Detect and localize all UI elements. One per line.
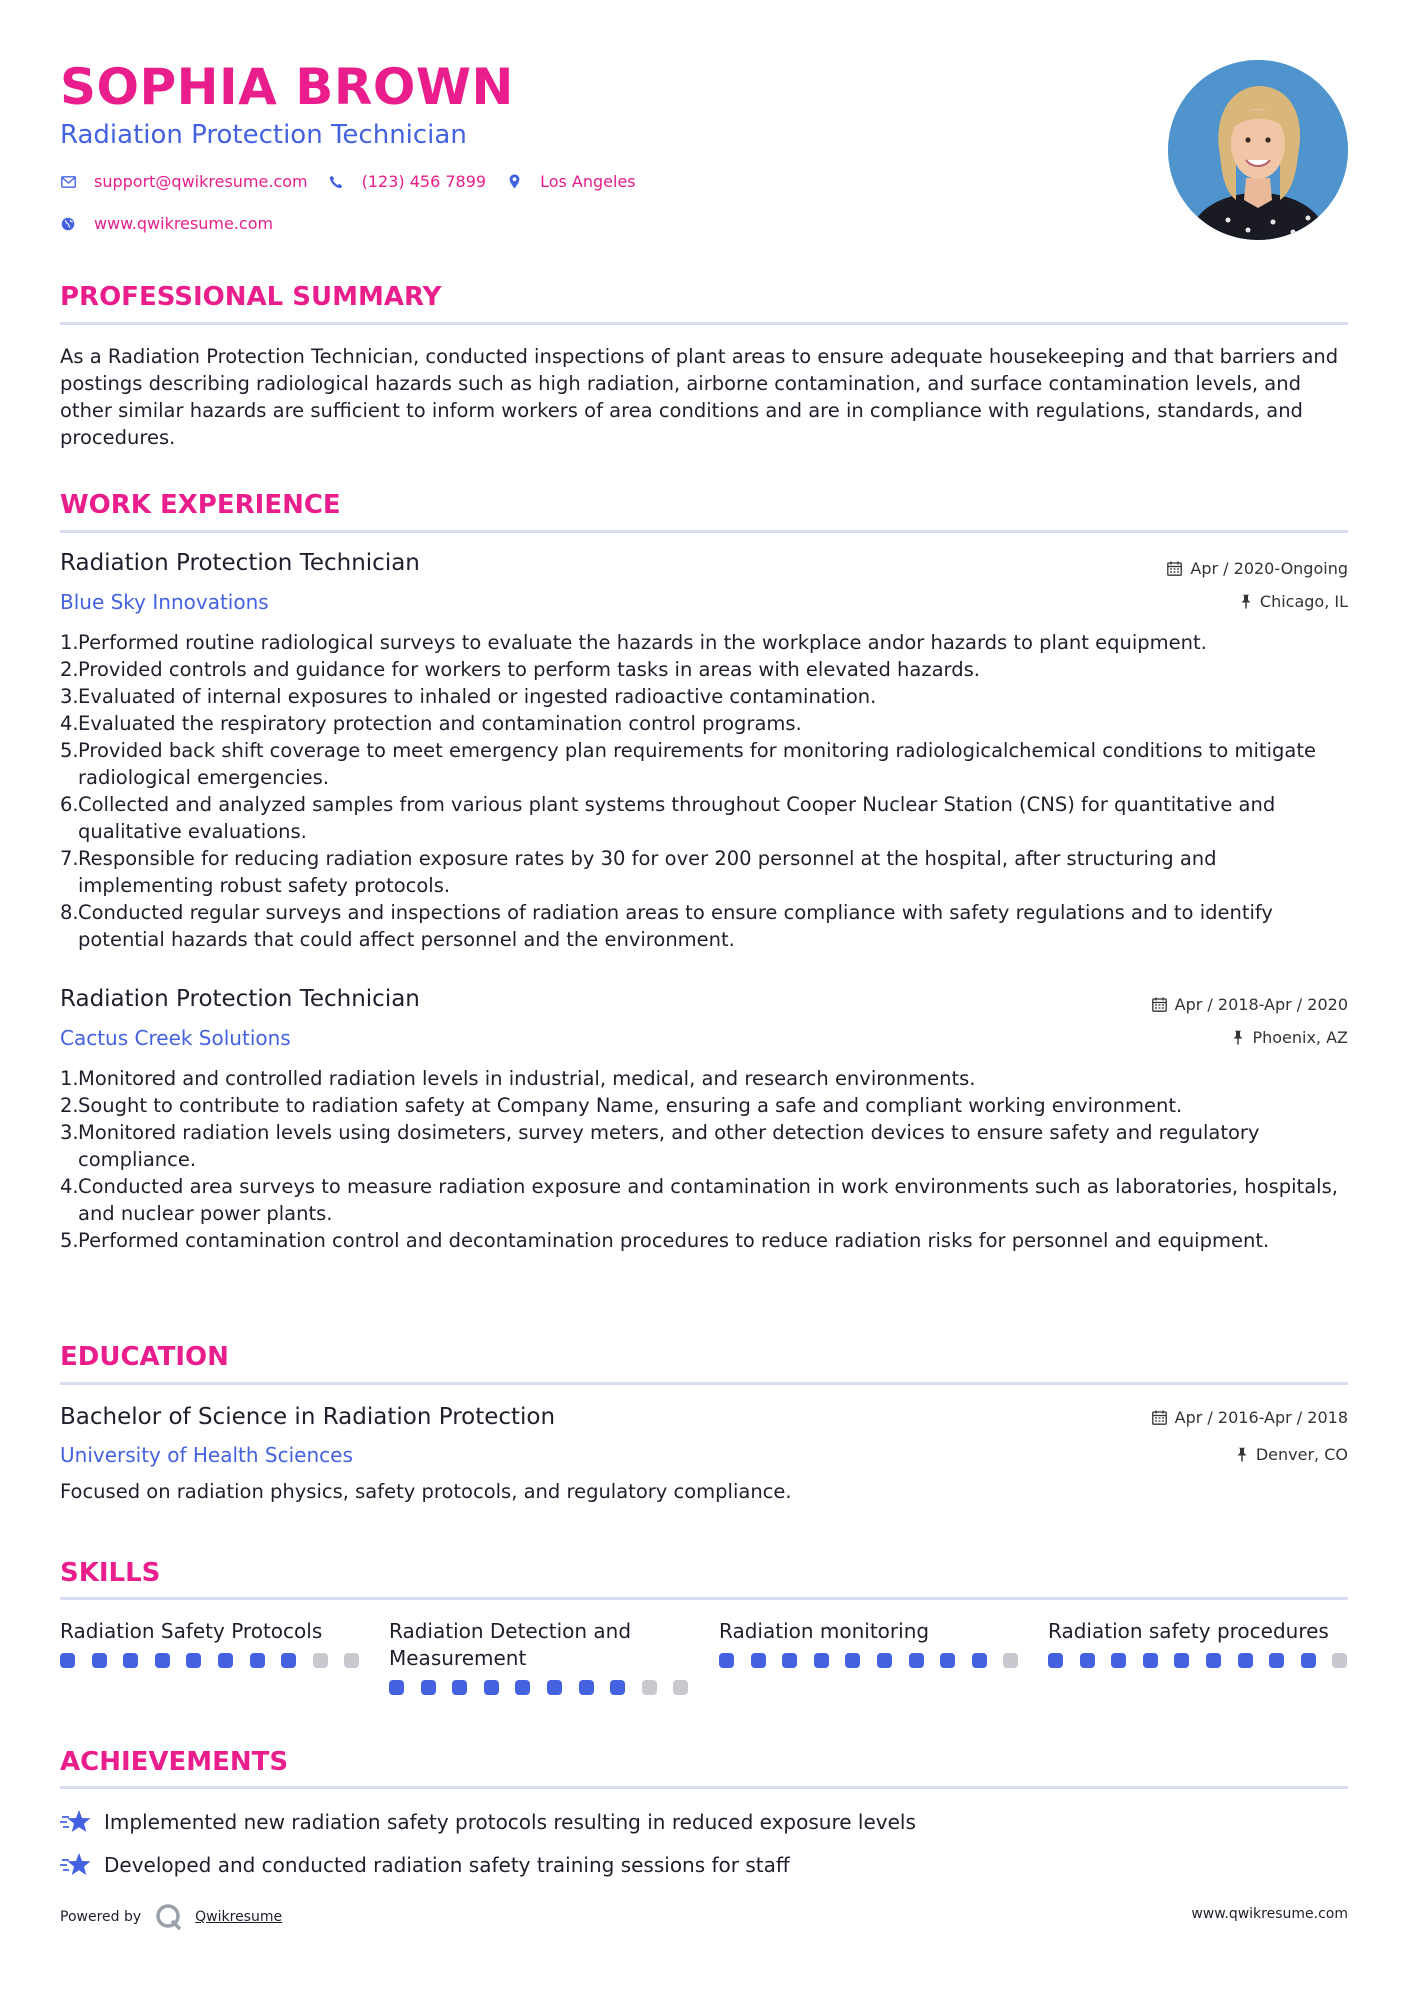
job-company: Blue Sky Innovations bbox=[60, 590, 269, 614]
bullet-item bbox=[60, 1119, 1350, 1173]
skill-dot bbox=[92, 1653, 107, 1668]
education-dates: Apr / 2016-Apr / 2018 bbox=[1152, 1408, 1348, 1427]
skill-dot bbox=[845, 1653, 860, 1668]
section-divider bbox=[60, 1786, 1348, 1789]
skill-dot bbox=[719, 1653, 734, 1668]
bullet-text: Collected and analyzed samples from various plant systems throughout Cooper Nuclear Station (CNS) for quantitative and qualitative evaluations. bbox=[78, 793, 1276, 843]
footer-powered-by bbox=[60, 1903, 282, 1931]
job-bullets bbox=[60, 1065, 1350, 1254]
summary-text: As a Radiation Protection Technician, conducted inspections of plant areas to ensure adequate housekeeping and that barriers and postings describing radiological hazards such as high radiation, airborne contamination, and surface contamination levels, and other similar hazards are sufficient to inform workers of area conditions and are in compliance with regulations, standards, and procedures. bbox=[60, 345, 1339, 449]
skill-dot bbox=[610, 1680, 625, 1695]
bullet-item bbox=[60, 1092, 1350, 1119]
bullet-text: Sought to contribute to radiation safety at Company Name, ensuring a safe and compliant working environment. bbox=[78, 1094, 1183, 1117]
bullet-text: Conducted area surveys to measure radiation exposure and contamination in work environments such as laboratories, hospitals, and nuclear power plants. bbox=[78, 1175, 1338, 1225]
bullet-number: 2. bbox=[60, 1094, 79, 1117]
skill-dot bbox=[1080, 1653, 1095, 1668]
skill-dot bbox=[1238, 1653, 1253, 1668]
bullet-text: Monitored radiation levels using dosimeters, survey meters, and other detection devices to ensure safety and regulatory compliance. bbox=[78, 1121, 1260, 1171]
skill-dot bbox=[155, 1653, 170, 1668]
bullet-number: 7. bbox=[60, 847, 79, 870]
bullet-text: Provided controls and guidance for workers to perform tasks in areas with elevated hazards. bbox=[78, 658, 980, 681]
skill-dot bbox=[1174, 1653, 1189, 1668]
bullet-item bbox=[60, 710, 1350, 737]
section-divider bbox=[60, 530, 1348, 533]
skill-dot bbox=[782, 1653, 797, 1668]
skill-dot bbox=[313, 1653, 328, 1668]
section-title-education: EDUCATION bbox=[60, 1342, 229, 1372]
skill-name: Radiation Safety Protocols bbox=[60, 1619, 323, 1643]
achievement-text: Implemented new radiation safety protocols resulting in reduced exposure levels bbox=[104, 1810, 916, 1834]
skill-name: Radiation monitoring bbox=[719, 1619, 930, 1643]
globe-icon bbox=[60, 216, 76, 232]
bullet-number: 8. bbox=[60, 901, 79, 924]
bullet-text: Performed contamination control and decontamination procedures to reduce radiation risks for personnel and equipment. bbox=[78, 1229, 1270, 1252]
skill-dot bbox=[1003, 1653, 1018, 1668]
job-role: Radiation Protection Technician bbox=[60, 986, 420, 1012]
skill-dot bbox=[60, 1653, 75, 1668]
bullet-number: 1. bbox=[60, 631, 79, 654]
contact-email[interactable]: support@qwikresume.com bbox=[94, 172, 308, 191]
job-location: Chicago, IL bbox=[1240, 592, 1348, 611]
skill-dot bbox=[1048, 1653, 1063, 1668]
skill-dot bbox=[1143, 1653, 1158, 1668]
education-location: Denver, CO bbox=[1236, 1445, 1348, 1464]
skill-dot bbox=[1111, 1653, 1126, 1668]
skill-dot bbox=[344, 1653, 359, 1668]
star-icon bbox=[60, 1808, 92, 1836]
bullet-number: 3. bbox=[60, 685, 79, 708]
skill-dot bbox=[751, 1653, 766, 1668]
bullet-item bbox=[60, 845, 1350, 899]
bullet-number: 2. bbox=[60, 658, 79, 681]
job-company: Cactus Creek Solutions bbox=[60, 1026, 291, 1050]
footer-site[interactable]: www.qwikresume.com bbox=[1191, 1906, 1348, 1922]
footer-brand-link[interactable]: Qwikresume bbox=[195, 1909, 283, 1925]
section-divider bbox=[60, 1382, 1348, 1385]
bullet-text: Conducted regular surveys and inspections of radiation areas to ensure compliance with safety regulations and to identify potential hazards that could affect personnel and the environment. bbox=[78, 901, 1273, 951]
calendar-icon bbox=[1152, 1410, 1167, 1425]
education-description: Focused on radiation physics, safety protocols, and regulatory compliance. bbox=[60, 1480, 792, 1503]
profile-photo bbox=[1168, 60, 1348, 240]
bullet-number: 1. bbox=[60, 1067, 79, 1090]
skill-dot bbox=[1206, 1653, 1221, 1668]
skill-dot bbox=[814, 1653, 829, 1668]
bullet-item bbox=[60, 1065, 1350, 1092]
skill-dot bbox=[547, 1680, 562, 1695]
job-role: Radiation Protection Technician bbox=[60, 550, 420, 576]
bullet-item bbox=[60, 629, 1350, 656]
skill-rating bbox=[719, 1653, 1035, 1668]
candidate-title: Radiation Protection Technician bbox=[60, 120, 467, 150]
bullet-text: Monitored and controlled radiation levels in industrial, medical, and research environments. bbox=[78, 1067, 976, 1090]
bullet-number: 5. bbox=[60, 1229, 79, 1252]
envelope-icon bbox=[60, 174, 76, 190]
section-divider bbox=[60, 1597, 1348, 1600]
pushpin-icon bbox=[1232, 1030, 1244, 1045]
skill-dot bbox=[281, 1653, 296, 1668]
skill-item bbox=[60, 1618, 376, 1668]
powered-by-label: Powered by bbox=[60, 1909, 142, 1925]
skill-dot bbox=[389, 1680, 404, 1695]
skill-dot bbox=[642, 1680, 657, 1695]
bullet-number: 4. bbox=[60, 1175, 79, 1198]
skill-rating bbox=[389, 1680, 705, 1695]
skill-dot bbox=[579, 1680, 594, 1695]
job-dates: Apr / 2018-Apr / 2020 bbox=[1152, 995, 1348, 1014]
skill-dot bbox=[940, 1653, 955, 1668]
skill-dot bbox=[909, 1653, 924, 1668]
achievement-text: Developed and conducted radiation safety training sessions for staff bbox=[104, 1853, 790, 1877]
bullet-item bbox=[60, 737, 1350, 791]
bullet-text: Responsible for reducing radiation exposure rates by 30 for over 200 personnel at the hospital, after structuring and implementing robust safety protocols. bbox=[78, 847, 1217, 897]
skill-dot bbox=[452, 1680, 467, 1695]
skill-dot bbox=[1301, 1653, 1316, 1668]
pushpin-icon bbox=[1240, 594, 1252, 609]
skill-dot bbox=[1332, 1653, 1347, 1668]
calendar-icon bbox=[1167, 561, 1182, 576]
skill-name: Radiation Detection and Measurement bbox=[389, 1619, 632, 1670]
contact-row-primary bbox=[60, 172, 656, 191]
bullet-number: 4. bbox=[60, 712, 79, 735]
bullet-number: 6. bbox=[60, 793, 79, 816]
skill-item bbox=[1048, 1618, 1364, 1668]
bullet-item bbox=[60, 791, 1350, 845]
skill-dot bbox=[421, 1680, 436, 1695]
achievement-item bbox=[60, 1851, 790, 1879]
achievement-item bbox=[60, 1808, 916, 1836]
skill-item bbox=[719, 1618, 1035, 1668]
education-school: University of Health Sciences bbox=[60, 1443, 353, 1467]
candidate-name: SOPHIA BROWN bbox=[60, 58, 514, 116]
section-title-skills: SKILLS bbox=[60, 1558, 161, 1588]
contact-website[interactable]: www.qwikresume.com bbox=[94, 214, 274, 233]
bullet-item bbox=[60, 1173, 1350, 1227]
section-title-experience: WORK EXPERIENCE bbox=[60, 490, 341, 520]
skill-dot bbox=[673, 1680, 688, 1695]
skill-dot bbox=[186, 1653, 201, 1668]
skill-dot bbox=[250, 1653, 265, 1668]
bullet-text: Evaluated the respiratory protection and contamination control programs. bbox=[78, 712, 802, 735]
bullet-number: 5. bbox=[60, 739, 79, 762]
bullet-item bbox=[60, 1227, 1350, 1254]
job-location: Phoenix, AZ bbox=[1232, 1028, 1348, 1047]
job-dates: Apr / 2020-Ongoing bbox=[1167, 559, 1348, 578]
education-degree: Bachelor of Science in Radiation Protection bbox=[60, 1404, 556, 1430]
bullet-item bbox=[60, 656, 1350, 683]
job-bullets bbox=[60, 629, 1350, 953]
pushpin-icon bbox=[1236, 1447, 1248, 1462]
skill-dot bbox=[972, 1653, 987, 1668]
bullet-text: Provided back shift coverage to meet emergency plan requirements for monitoring radiologicalchemical conditions to mitigate radiological emergencies. bbox=[78, 739, 1316, 789]
skill-name: Radiation safety procedures bbox=[1048, 1619, 1329, 1643]
bullet-text: Evaluated of internal exposures to inhaled or ingested radioactive contamination. bbox=[78, 685, 877, 708]
bullet-item bbox=[60, 683, 1350, 710]
section-title-summary: PROFESSIONAL SUMMARY bbox=[60, 282, 442, 312]
skill-dot bbox=[515, 1680, 530, 1695]
contact-row-secondary bbox=[60, 214, 293, 233]
section-divider bbox=[60, 322, 1348, 325]
bullet-item bbox=[60, 899, 1350, 953]
star-icon bbox=[60, 1851, 92, 1879]
skill-dot bbox=[123, 1653, 138, 1668]
skill-dot bbox=[484, 1680, 499, 1695]
contact-location: Los Angeles bbox=[540, 172, 636, 191]
bullet-text: Performed routine radiological surveys to evaluate the hazards in the workplace andor hazards to plant equipment. bbox=[78, 631, 1207, 654]
skill-rating bbox=[60, 1653, 376, 1668]
bullet-number: 3. bbox=[60, 1121, 79, 1144]
map-pin-icon bbox=[506, 174, 522, 190]
qwikresume-logo-icon bbox=[155, 1903, 185, 1931]
calendar-icon bbox=[1152, 997, 1167, 1012]
skill-dot bbox=[218, 1653, 233, 1668]
phone-icon bbox=[328, 174, 344, 190]
skill-dot bbox=[877, 1653, 892, 1668]
skill-dot bbox=[1269, 1653, 1284, 1668]
section-title-achievements: ACHIEVEMENTS bbox=[60, 1747, 289, 1777]
skill-item bbox=[389, 1618, 705, 1695]
contact-phone[interactable]: (123) 456 7899 bbox=[361, 172, 487, 191]
skill-rating bbox=[1048, 1653, 1364, 1668]
